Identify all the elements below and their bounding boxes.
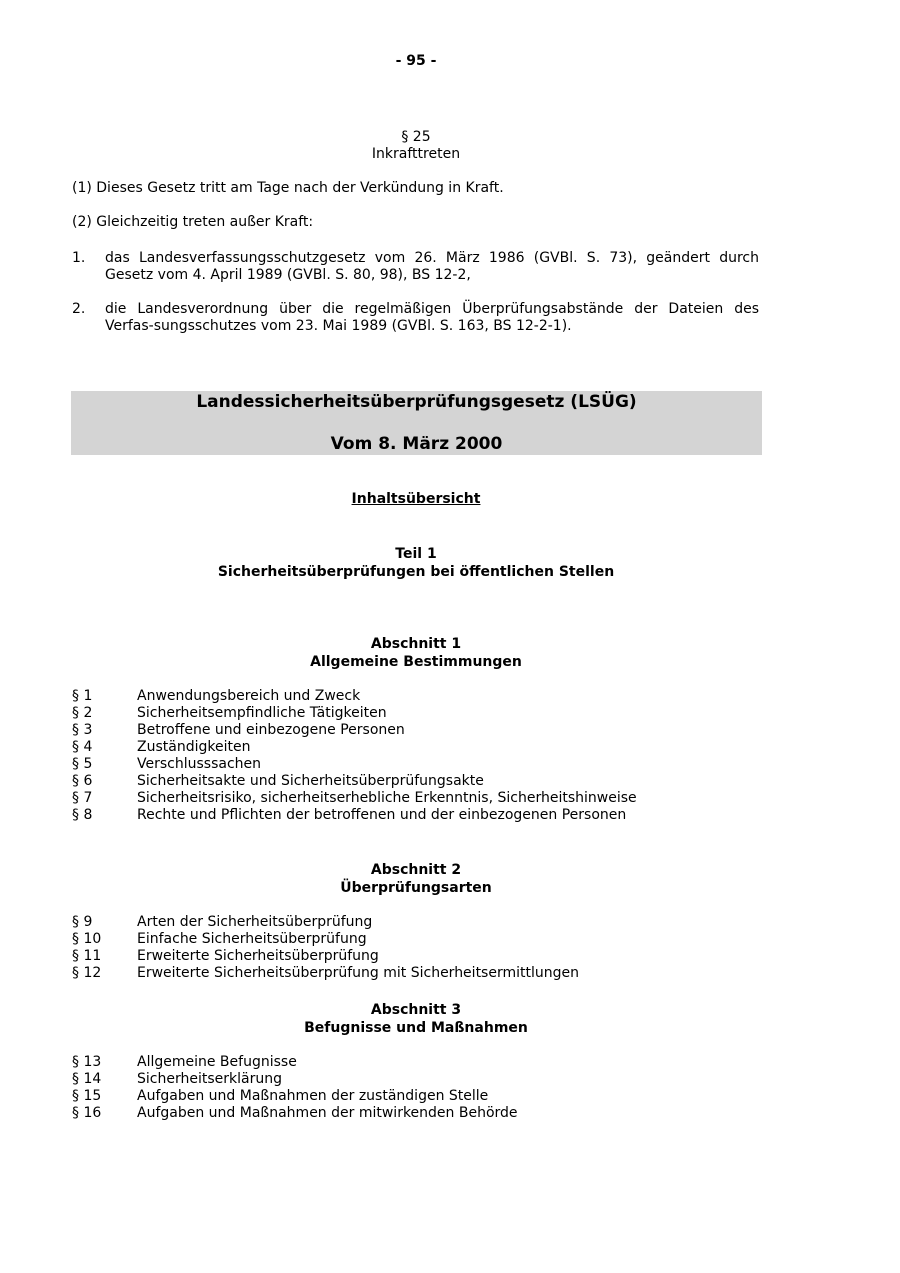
toc-entry — [72, 1071, 762, 1088]
toc-entry-title: Zuständigkeiten — [137, 739, 251, 755]
toc-entry — [72, 1088, 762, 1105]
paragraph-1: (1) Dieses Gesetz tritt am Tage nach der Verkündung in Kraft. — [72, 180, 504, 196]
toc-entry-title: Aufgaben und Maßnahmen der zuständigen Stelle — [137, 1088, 489, 1104]
section-number: § 25 — [401, 129, 431, 145]
toc-entry-number: § 6 — [72, 773, 93, 789]
toc-entry — [72, 807, 762, 824]
abschnitt-2-title: Überprüfungsarten — [340, 880, 492, 896]
abschnitt-1-entries — [72, 688, 762, 824]
enum-number-2: 2. — [72, 301, 86, 317]
toc-entry-number: § 3 — [72, 722, 93, 738]
toc-entry-number: § 9 — [72, 914, 93, 930]
toc-entry — [72, 756, 762, 773]
toc-entry-number: § 12 — [72, 965, 102, 981]
toc-entry-title: Erweiterte Sicherheitsüberprüfung — [137, 948, 379, 964]
toc-entry-title: Allgemeine Befugnisse — [137, 1054, 297, 1070]
toc-entry-title: Sicherheitsempfindliche Tätigkeiten — [137, 705, 387, 721]
abschnitt-1-title: Allgemeine Bestimmungen — [310, 654, 522, 670]
toc-entry-number: § 13 — [72, 1054, 102, 1070]
toc-entry-title: Verschlusssachen — [137, 756, 262, 772]
toc-entry-title: Anwendungsbereich und Zweck — [137, 688, 361, 704]
section-title: Inkrafttreten — [371, 146, 461, 162]
toc-entry — [72, 705, 762, 722]
toc-entry-title: Arten der Sicherheitsüberprüfung — [137, 914, 373, 930]
toc-entry — [72, 1105, 762, 1122]
toc-entry-number: § 7 — [72, 790, 93, 806]
toc-entry — [72, 914, 762, 931]
enum-number-1: 1. — [72, 250, 86, 266]
law-title-banner — [71, 391, 762, 455]
page-number: - 95 - — [395, 53, 437, 69]
toc-entry — [72, 965, 762, 982]
abschnitt-2-entries — [72, 914, 762, 982]
toc-entry-number: § 15 — [72, 1088, 102, 1104]
toc-entry — [72, 722, 762, 739]
toc-entry — [72, 948, 762, 965]
toc-entry-title: Aufgaben und Maßnahmen der mitwirkenden Behörde — [137, 1105, 518, 1121]
toc-entry-title: Betroffene und einbezogene Personen — [137, 722, 405, 738]
toc-entry — [72, 1054, 762, 1071]
toc-entry — [72, 773, 762, 790]
toc-entry-number: § 8 — [72, 807, 93, 823]
toc-entry-title: Sicherheitsakte und Sicherheitsüberprüfungsakte — [137, 773, 484, 789]
enum-text-1: das Landesverfassungsschutzgesetz vom 26. März 1986 (GVBl. S. 73), geändert durch Gesetz vom 4. April 1989 (GVBl. S. 80, 98), BS 12-2, — [105, 250, 759, 283]
toc-entry-title: Sicherheitserklärung — [137, 1071, 282, 1087]
toc-entry — [72, 931, 762, 948]
toc-entry-number: § 4 — [72, 739, 93, 755]
toc-entry-number: § 2 — [72, 705, 93, 721]
abschnitt-3-label: Abschnitt 3 — [370, 1002, 462, 1018]
teil-label: Teil 1 — [395, 546, 437, 562]
abschnitt-2-label: Abschnitt 2 — [370, 862, 462, 878]
toc-entry-title: Rechte und Pflichten der betroffenen und der einbezogenen Personen — [137, 807, 627, 823]
toc-entry-title: Sicherheitsrisiko, sicherheitserhebliche Erkenntnis, Sicherheitshinweise — [137, 790, 637, 806]
toc-entry-number: § 16 — [72, 1105, 102, 1121]
toc-entry-number: § 10 — [72, 931, 102, 947]
abschnitt-3-title: Befugnisse und Maßnahmen — [304, 1020, 528, 1036]
enum-text-2: die Landesverordnung über die regelmäßigen Überprüfungsabstände der Dateien des Verfas-sungsschutzes vom 23. Mai 1989 (GVBl. S. 163, BS 12-2-1). — [105, 301, 759, 334]
toc-entry-title: Einfache Sicherheitsüberprüfung — [137, 931, 367, 947]
paragraph-2: (2) Gleichzeitig treten außer Kraft: — [72, 214, 314, 230]
toc-entry — [72, 790, 762, 807]
toc-entry-number: § 5 — [72, 756, 93, 772]
toc-entry-title: Erweiterte Sicherheitsüberprüfung mit Sicherheitsermittlungen — [137, 965, 579, 981]
abschnitt-1-label: Abschnitt 1 — [370, 636, 462, 652]
abschnitt-3-entries — [72, 1054, 762, 1122]
toc-entry-number: § 1 — [72, 688, 93, 704]
toc-heading: Inhaltsübersicht — [351, 491, 481, 507]
law-title: Landessicherheitsüberprüfungsgesetz (LSÜG) — [196, 392, 637, 412]
law-date: Vom 8. März 2000 — [330, 434, 503, 454]
toc-entry-number: § 14 — [72, 1071, 102, 1087]
toc-entry — [72, 739, 762, 756]
teil-title: Sicherheitsüberprüfungen bei öffentlichen Stellen — [217, 564, 615, 580]
toc-entry — [72, 688, 762, 705]
toc-entry-number: § 11 — [72, 948, 102, 964]
